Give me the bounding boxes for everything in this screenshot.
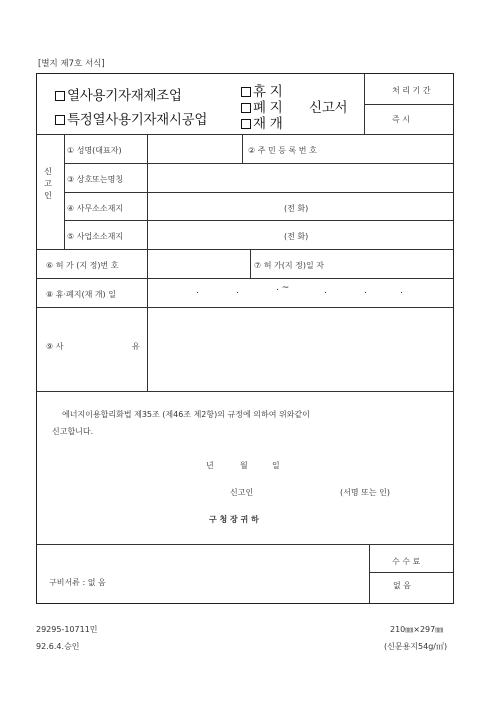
reason-label-start: ⑨ 사 — [46, 342, 64, 351]
date-separator: . — [196, 286, 199, 296]
divider — [64, 134, 65, 249]
checkbox[interactable] — [55, 115, 65, 125]
date-month-label: 월 — [240, 461, 248, 470]
action-option-resume[interactable]: 재 개 — [241, 112, 282, 132]
applicant-group-label: 신 고 인 — [44, 167, 52, 200]
office-address-field[interactable] — [148, 193, 452, 220]
divider — [369, 544, 370, 603]
divider — [369, 572, 453, 573]
date-separator: . — [364, 286, 367, 296]
checkbox[interactable] — [241, 119, 251, 129]
reason-label-end: 유 — [132, 342, 140, 351]
date-day-label: 일 — [272, 461, 280, 470]
recipient-label: 구 청 장 귀 하 — [209, 515, 259, 524]
signature-field[interactable] — [268, 480, 336, 500]
date-separator: . — [324, 286, 327, 296]
divider — [37, 544, 453, 545]
signer-label: 신고인 — [230, 488, 254, 497]
office-address-label: ④ 사무소소재지 — [67, 204, 124, 213]
processing-period-label: 처 리 기 간 — [392, 86, 431, 95]
suspension-date-label: ⑧ 휴·폐지(재 개) 일 — [46, 290, 116, 299]
date-separator: . — [236, 286, 239, 296]
print-code: 29295-10711민 — [36, 625, 98, 634]
fee-label: 수 수 료 — [392, 557, 421, 566]
signature-hint: (서명 또는 인) — [340, 488, 390, 497]
reason-field[interactable] — [148, 310, 452, 388]
license-number-field[interactable] — [148, 250, 248, 277]
license-number-label: ⑥ 허 가 (지 정)번 호 — [46, 261, 119, 270]
suspension-date-field[interactable] — [148, 279, 452, 306]
divider — [37, 307, 453, 308]
statement-line-1: 에너지이용합리화법 제35조 (제46조 제2항)의 규정에 의하여 위와같이 — [62, 410, 310, 419]
fee-value: 없 음 — [393, 581, 411, 590]
divider — [250, 249, 251, 278]
site-phone-label: (전 화) — [284, 232, 309, 241]
license-date-label: ⑦ 허 가(지 정)일 자 — [254, 261, 324, 270]
rrn-label: ② 주 민 등 록 번 호 — [248, 146, 317, 155]
name-label: ① 성명(대표자) — [67, 146, 122, 155]
paper-size: 210㎜×297㎜ — [390, 625, 444, 634]
site-address-label: ⑤ 사업소소재지 — [67, 232, 124, 241]
divider — [242, 134, 243, 163]
processing-period-value: 즉 시 — [392, 115, 410, 124]
date-year-label: 년 — [206, 461, 214, 470]
action-option-close[interactable]: 폐 지 — [241, 96, 282, 116]
office-phone-label: (전 화) — [284, 204, 309, 213]
business-name-field[interactable] — [148, 164, 452, 191]
statement-line-2: 신고합니다. — [52, 427, 94, 436]
checkbox[interactable] — [55, 91, 65, 101]
divider — [364, 104, 453, 105]
date-range-separator: . ~ — [276, 283, 290, 293]
approval-date: 92.6.4.승인 — [36, 642, 80, 651]
type-option-manufacture[interactable]: 열사용기자재제조업 — [55, 84, 182, 104]
name-field[interactable] — [148, 135, 240, 162]
required-documents-label: 구비서류 : 없 음 — [49, 578, 106, 587]
license-date-field[interactable] — [350, 250, 452, 277]
paper-type: (신문용지54g/㎡) — [384, 642, 448, 651]
rrn-field[interactable] — [348, 135, 452, 162]
divider — [37, 391, 453, 392]
site-address-field[interactable] — [148, 221, 452, 248]
form-title: 신고서 — [309, 100, 348, 116]
date-separator: . — [400, 286, 403, 296]
form-number: [별지 제7호 서식] — [38, 59, 105, 69]
action-option-suspend[interactable]: 휴 지 — [241, 80, 282, 100]
type-option-construction[interactable]: 특정열사용기자재시공업 — [55, 108, 207, 128]
business-name-label: ③ 상호또는명칭 — [67, 175, 124, 184]
